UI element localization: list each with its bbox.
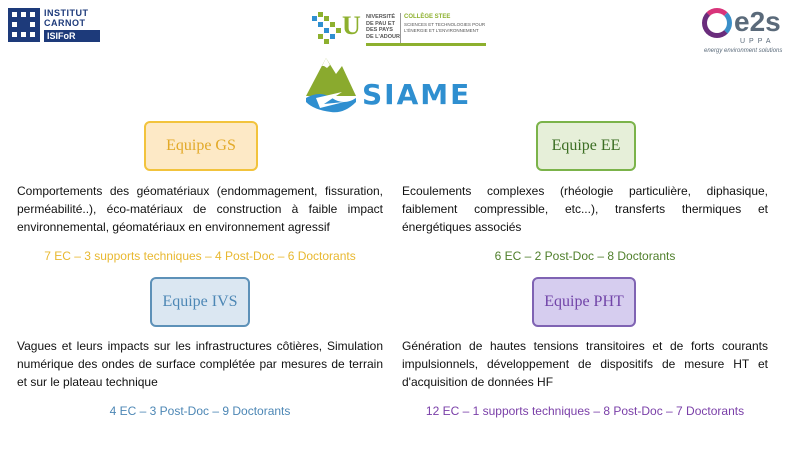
carnot-badge: ISIFoR — [44, 30, 100, 42]
team-ee-description: Ecoulements complexes (rhéologie particulière, diphasique, faiblement compressible, etc...), transferts thermiques et énergétiques associés — [402, 184, 768, 234]
univ-letter-u: U — [342, 11, 361, 40]
carnot-emblem-icon — [8, 8, 40, 42]
univ-name: NIVERSITÉ DE PAU ET DES PAYS DE L'ADOUR — [366, 14, 401, 40]
team-pht-box — [532, 277, 636, 327]
college-stee: COLLÈGE STEE — [404, 14, 451, 20]
carnot-line2: CARNOT — [44, 18, 86, 28]
team-gs-stats: 7 EC – 3 supports techniques – 4 Post-Doc – 6 Doctorants — [44, 249, 356, 263]
e2s-tagline: energy environment solutions — [704, 48, 783, 54]
team-ivs-box — [150, 277, 250, 327]
uppa-wordmark: UPPA — [740, 38, 775, 45]
team-ivs-description: Vagues et leurs impacts sur les infrastructures côtières, Simulation numérique des ondes de surface complétée par mesures de terrain et sur le plateau technique — [17, 339, 383, 389]
e2s-ring-icon — [702, 8, 732, 38]
college-subtitle: SCIENCES ET TECHNOLOGIES POUR L'ÉNERGIE ET L'ENVIRONNEMENT — [404, 22, 486, 33]
e2s-uppa-logo — [700, 8, 794, 54]
siame-logo — [302, 54, 488, 124]
team-pht-stats: 12 EC – 1 supports techniques – 8 Post-Doc – 7 Doctorants — [425, 404, 745, 418]
team-ee-title: Equipe EE — [551, 137, 621, 154]
universite-pau-logo — [312, 10, 488, 48]
siame-wordmark: SIAME — [362, 78, 472, 111]
team-pht-title: Equipe PHT — [544, 293, 624, 310]
team-gs-description: Comportements des géomatériaux (endommagement, fissuration, perméabilité..), éco-matériaux de construction à faible impact environnemental, géomatériaux en environnement agressif — [17, 184, 383, 234]
univ-underline — [366, 43, 486, 46]
univ-separator — [400, 13, 401, 45]
team-ee-box — [536, 121, 636, 171]
siame-mountain-icon — [302, 54, 360, 116]
team-ee-stats: 6 EC – 2 Post-Doc – 8 Doctorants — [494, 249, 676, 263]
univ-pixel-emblem-icon — [312, 12, 342, 44]
e2s-wordmark: e2s — [734, 6, 781, 37]
team-gs-box — [144, 121, 258, 171]
team-gs-title: Equipe GS — [166, 137, 236, 154]
team-ivs-stats: 4 EC – 3 Post-Doc – 9 Doctorants — [109, 404, 291, 418]
team-pht-description: Génération de hautes tensions transitoires et de forts courants impulsionnels, développement de dispositifs de mesure HT et d'acquisition de données HF — [402, 339, 768, 389]
carnot-line1: INSTITUT — [44, 8, 89, 18]
institut-carnot-logo — [8, 8, 100, 42]
team-ivs-title: Equipe IVS — [162, 293, 238, 310]
